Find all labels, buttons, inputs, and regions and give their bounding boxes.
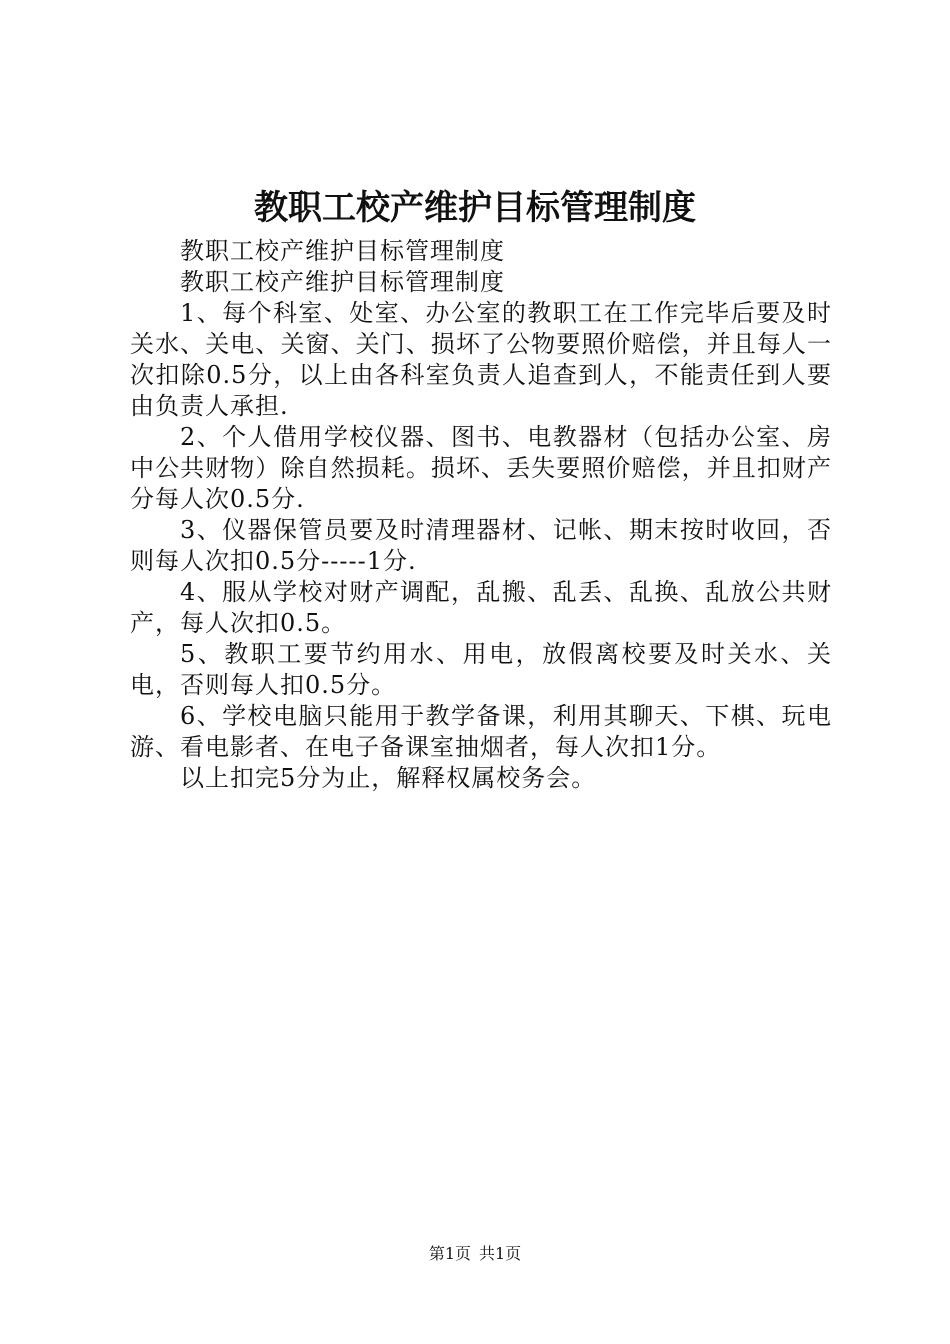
page-total: 共1页 xyxy=(479,1244,522,1263)
document-title: 教职工校产维护目标管理制度 xyxy=(254,188,696,228)
body-paragraph: 4、服从学校对财产调配，乱搬、乱丢、乱换、乱放公共财产，每人次扣0.5。 xyxy=(130,578,832,637)
body-paragraph: 2、个人借用学校仪器、图书、电教器材（包括办公室、房中公共财物）除自然损耗。损坏、丢失要照价赔偿，并且扣财产分每人次0.5分. xyxy=(130,423,832,513)
page-number: 第1页 xyxy=(428,1244,471,1263)
body-paragraph: 教职工校产维护目标管理制度 xyxy=(180,237,505,265)
body-paragraph: 教职工校产维护目标管理制度 xyxy=(180,268,505,296)
body-paragraph: 3、仪器保管员要及时清理器材、记帐、期末按时收回，否则每人次扣0.5分-----1分. xyxy=(130,516,832,575)
body-paragraph: 5、教职工要节约用水、用电，放假离校要及时关水、关电，否则每人扣0.5分。 xyxy=(130,640,832,699)
page-footer xyxy=(0,1243,950,1265)
body-paragraph: 1、每个科室、处室、办公室的教职工在工作完毕后要及时关水、关电、关窗、关门、损坏了公物要照价赔偿，并且每人一次扣除0.5分，以上由各科室负责人追查到人，不能责任到人要由负责人承担. xyxy=(130,299,832,420)
body-paragraph: 6、学校电脑只能用于教学备课，利用其聊天、下棋、玩电游、看电影者、在电子备课室抽烟者，每人次扣1分。 xyxy=(130,702,832,761)
body-paragraph: 以上扣完5分为止，解释权属校务会。 xyxy=(180,764,597,792)
document-body xyxy=(130,236,832,794)
